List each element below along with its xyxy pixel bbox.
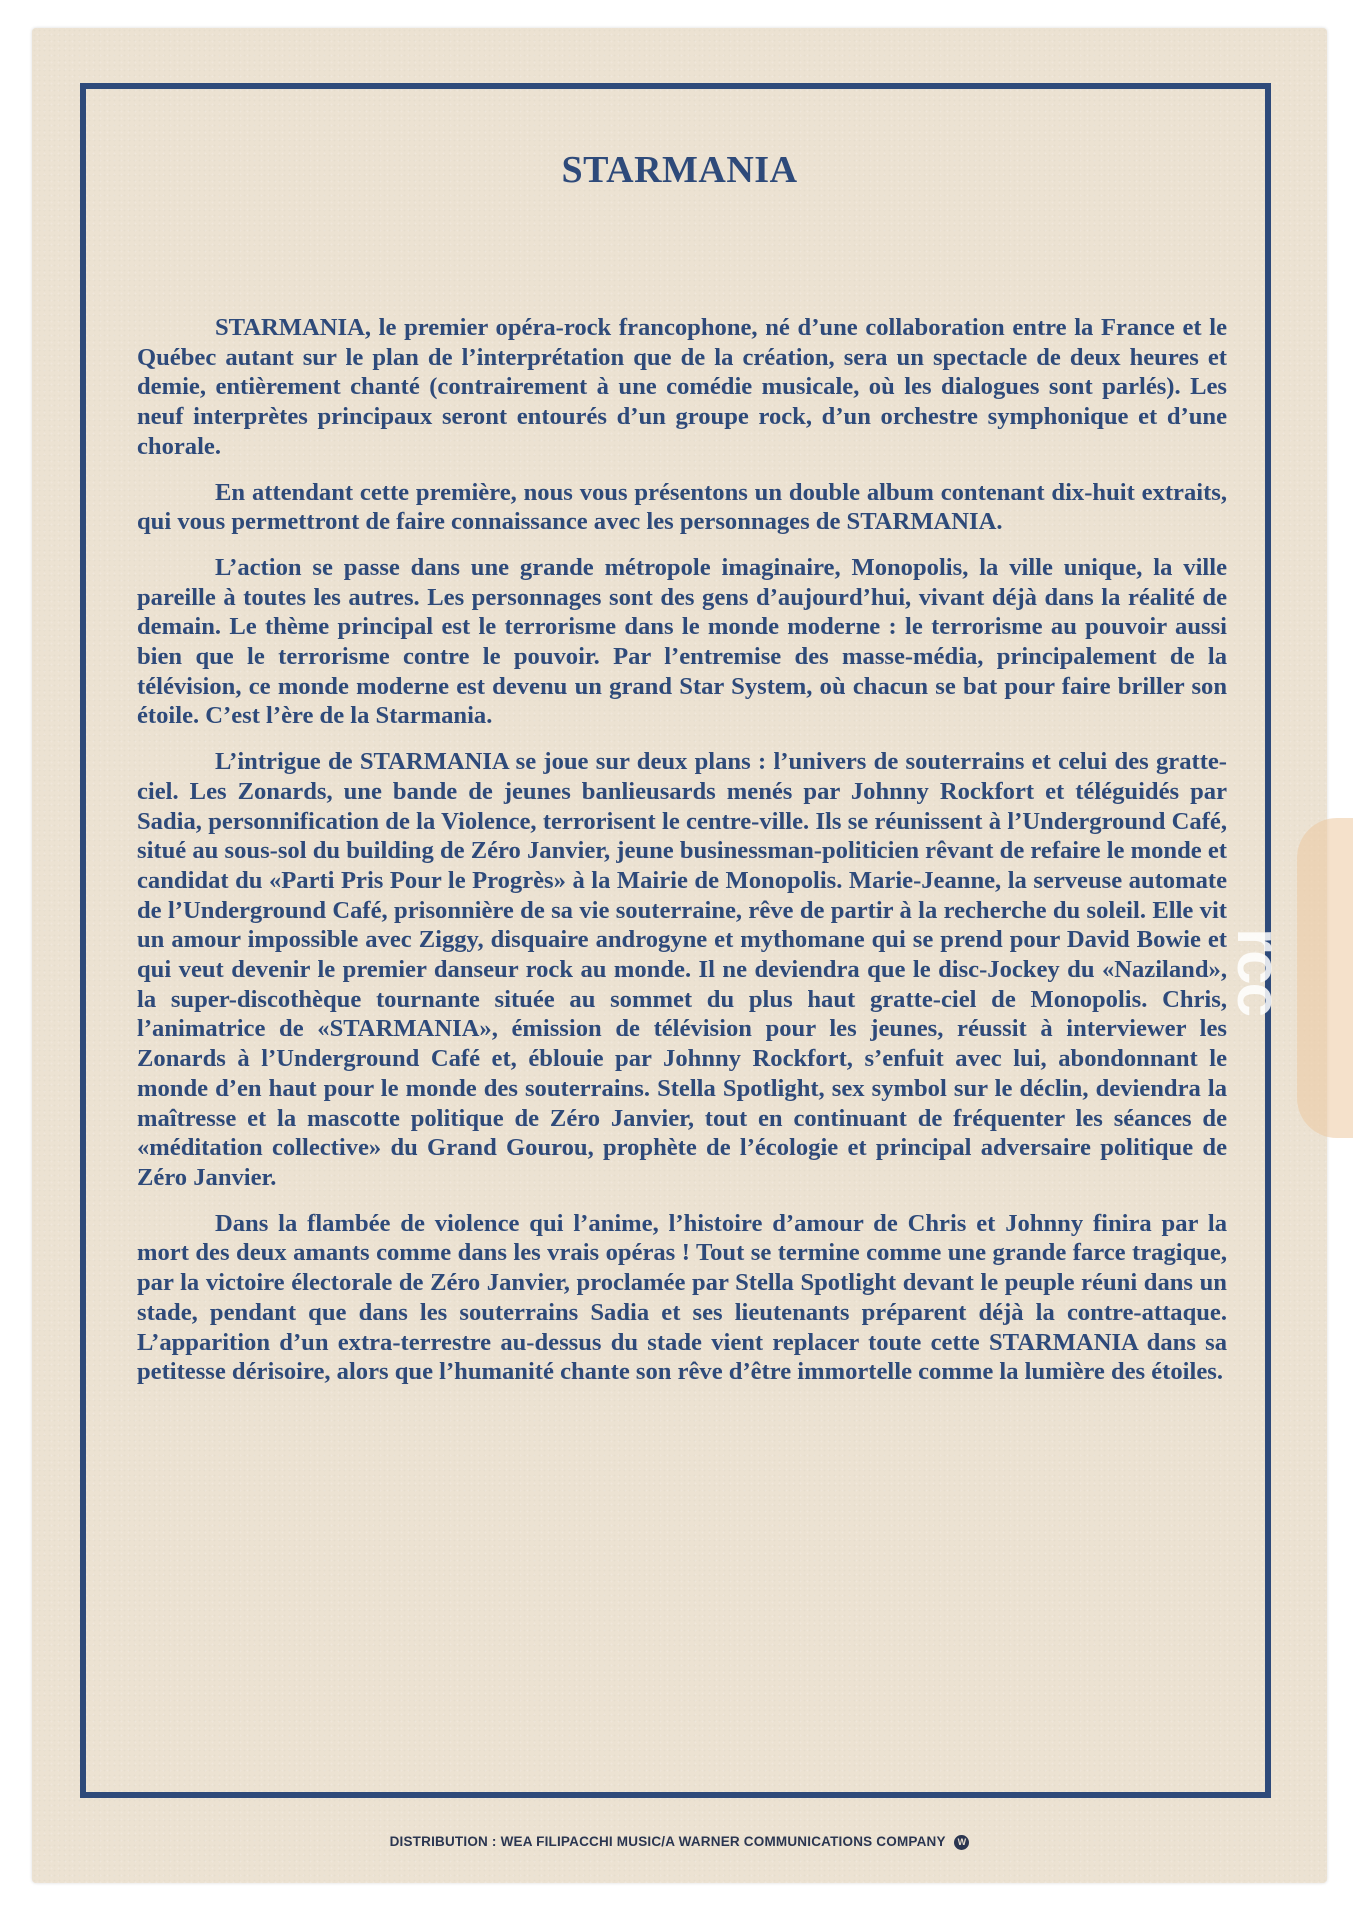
document-sheet bbox=[32, 28, 1327, 1883]
paragraph-5: Dans la flambée de violence qui l’anime, l’histoire d’amour de Chris et Johnny finira par la mort des deux amants comme dans les vrais opéras ! Tout se termine comme une grande farce tragique, par la victoire électorale de Zéro Janvier, proclamée par Stella Spotlight devant le peuple réuni dans un stade, pendant que dans les souterrains Sadia et ses lieutenants préparent déjà la contre-attaque. L’apparition d’un extra-terrestre au-dessus du stade vient replacer toute cette STARMANIA dans sa petitesse dérisoire, alors que l’humanité chante son rêve d’être immortelle comme la lumière des étoiles. bbox=[137, 1209, 1227, 1386]
paragraph-3: L’action se passe dans une grande métropole imaginaire, Monopolis, la ville unique, la ville pareille à toutes les autres. Les personnages sont des gens d’aujourd’hui, vivant déjà dans la réalité de demain. Le thème principal est le terrorisme dans le monde moderne : le terrorisme au pouvoir aussi bien que le terrorisme contre le pouvoir. Par l’entremise des masse-média, principalement de la télévision, ce monde moderne est devenu un grand Star System, où chacun se bat pour faire briller son étoile. C’est l’ère de la Starmania. bbox=[137, 553, 1227, 730]
rcc-stamp-background bbox=[1297, 818, 1353, 1138]
document-body bbox=[137, 313, 1227, 1403]
document-title: STARMANIA bbox=[561, 149, 798, 191]
warner-logo-icon: W bbox=[954, 1835, 969, 1850]
distribution-footer bbox=[32, 1834, 1327, 1850]
paragraph-2: En attendant cette première, nous vous présentons un double album contenant dix-huit extraits, qui vous permettront de faire connaissance avec les personnages de STARMANIA. bbox=[137, 478, 1227, 536]
paragraph-1: STARMANIA, le premier opéra-rock francophone, né d’une collaboration entre la France et le Québec autant sur le plan de l’interprétation que de la création, sera un spectacle de deux heures et demie, entièrement chanté (contrairement à une comédie musicale, où les dialogues sont parlés). Les neuf interprètes principaux seront entourés d’un groupe rock, d’un orchestre symphonique et d’une chorale. bbox=[137, 314, 1227, 460]
rcc-stamp-text: rcc bbox=[1224, 928, 1293, 1016]
footer-text: DISTRIBUTION : WEA FILIPACCHI MUSIC/A WARNER COMMUNICATIONS COMPANY bbox=[389, 1834, 946, 1849]
paragraph-4: L’intrigue de STARMANIA se joue sur deux plans : l’univers de souterrains et celui des gratte-ciel. Les Zonards, une bande de jeunes banlieusards menés par Johnny Rockfort et téléguidés par Sadia, personnification de la Violence, terrorisent le centre-ville. Ils se réunissent à l’Underground Café, situé au sous-sol du building de Zéro Janvier, jeune businessman-politicien rêvant de refaire le monde et candidat du «Parti Pris Pour le Progrès» à la Mairie de Monopolis. Marie-Jeanne, la serveuse automate de l’Underground Café, prisonnière de sa vie souterraine, rêve de partir à la recherche du soleil. Elle vit un amour impossible avec Ziggy, disquaire androgyne et mythomane qui se prend pour David Bowie et qui veut devenir le premier danseur rock au monde. Il ne deviendra que le disc-Jockey du «Naziland», la super-discothèque tournante située au sommet du plus haut gratte-ciel de Monopolis. Chris, l’animatrice de «STARMANIA», émission de télévision pour les jeunes, réussit à interviewer les Zonards à l’Underground Café et, éblouie par Johnny Rockfort, s’enfuit avec lui, abondonnant le monde d’en haut pour le monde des souterrains. Stella Spotlight, sex symbol sur le déclin, deviendra la maîtresse et la mascotte politique de Zéro Janvier, tout en continuant de fréquenter les séances de «méditation collective» du Grand Gourou, prophète de l’écologie et principal adversaire politique de Zéro Janvier. bbox=[137, 748, 1227, 1191]
